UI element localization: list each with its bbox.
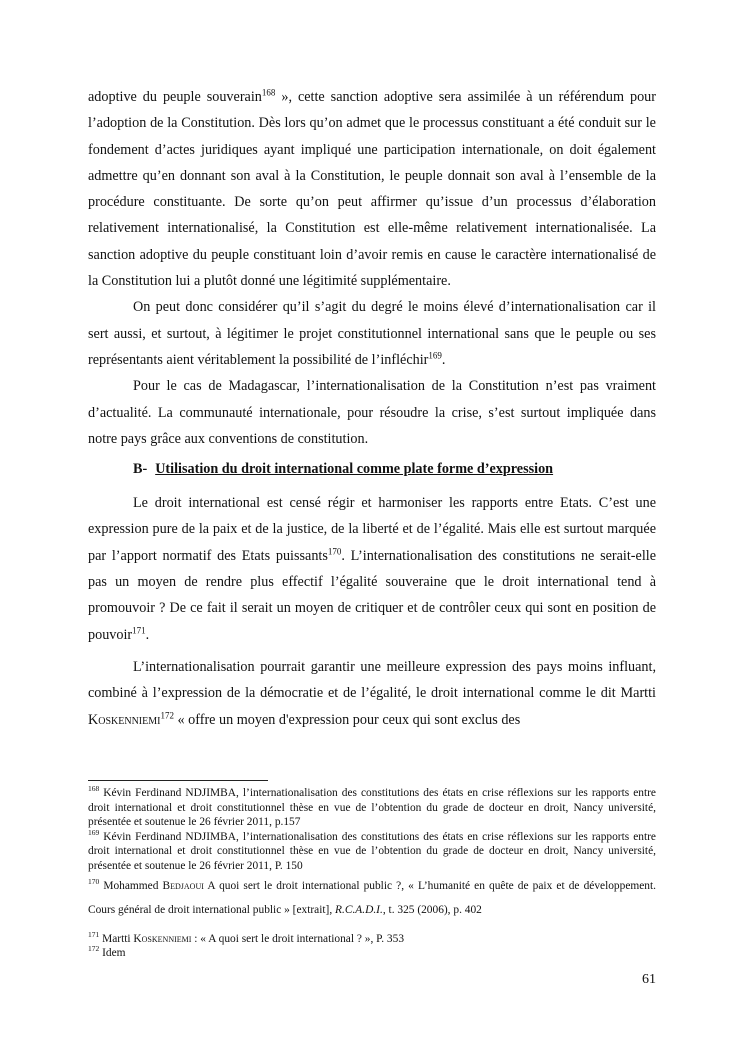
footnote-169: $^{169}$ Kévin Ferdinand NDJIMBA, l’internationalisation des constitutions des états en crise réflexions sur les rapports entre droit international et droit constitutionnel thèse en vue de l’obtention du grade de docteur en droit, Nancy université, présentée et soutenue le 26 février 2011, P. 150 [88, 827, 656, 872]
page-number: 61 [642, 972, 656, 987]
footnote-ref-172[interactable]: 172 [160, 709, 174, 720]
paragraph-2: On peut donc considérer qu’il s’agit du degré le moins élevé d’internationalisation car il sert aussi, et surtout, à légitimer le projet constitutionnel international sans que le peuple ou ses représentants aient véritablement la possibilité de l’infléchir$^{169}$. [88, 299, 656, 368]
footnote-separator [88, 780, 268, 781]
footnote-171: $^{171}$ Martti Koskenniemi : « A quoi sert le droit international ? », P. 353 [88, 929, 405, 945]
author-name: Koskenniemi [88, 711, 161, 728]
footnote-ref-168[interactable]: 168 [261, 87, 276, 98]
paragraph-3: Pour le cas de Madagascar, l’internationalisation de la Constitution n’est pas vraiment d’actualité. La communauté internationale, pour résoudre la crise, s’est surtout impliquée dans notre pays grâce aux conventions de constitution. [88, 378, 656, 447]
footnotes [88, 786, 656, 961]
paragraph-1: adoptive du peuple souverain$^{168}$ », cette sanction adoptive sera assimilée à un référendum pour l’adoption de la Constitution. Dès lors qu’on admet que le processus constituant a été conduit sur le fondement d’actes juridiques ayant impliqué une participation internationale, on doit également admettre qu’en donnant son aval à la Constitution, le peuple donnait son aval à l’ensemble de la procédure constituante. De sorte qu’on peut affirmer qu’issue d’un processus d’élaboration relativement internationalisé, la Constitution est elle-même relativement internationalisée. La sanction adoptive du peuple constituant loin d’avoir remis en cause le caractère internationalisé de la Constitution lui a plutôt donné une légitimité supplémentaire. [88, 87, 657, 290]
footnote-172: $^{172}$ Idem [88, 944, 126, 960]
paragraph-5: L’internationalisation pourrait garantir une meilleure expression des pays moins influant, combiné à l’expression de la démocratie et de l’égalité, le droit international comme le dit Martti Koskenniemi$^{172}$ « offre un moyen d'expression pour ceux qui sont exclus des [88, 658, 656, 728]
footnote-ref-169[interactable]: 169 [428, 350, 442, 361]
section-label: B- [133, 461, 148, 478]
footnote-ref-170[interactable]: 170 [327, 546, 342, 557]
footnote-ref-171[interactable]: 171 [132, 624, 146, 635]
paragraph-4: Le droit international est censé régir et harmoniser les rapports entre Etats. C’est une expression pure de la paix et de la justice, de la liberté et de l’égalité. Mais elle est surtout marquée par l’apport normatif des Etats puissants$^{170}$. L’internationalisation des constitutions ne serait-elle pas un moyen de rendre plus effectif l’égalité souveraine que le droit international tend à promouvoir ? De ce fait il serait un moyen de critiquer et de contrôler ceux qui sont en position de pouvoir$^{171}$. [88, 495, 656, 643]
footnote-168: $^{168}$ Kévin Ferdinand NDJIMBA, l’internationalisation des constitutions des états en crise réflexions sur les rapports entre droit international et droit constitutionnel thèse en vue de l’obtention du grade de docteur en droit, Nancy université, présentée et soutenue le 26 février 2011, p.157 [88, 784, 656, 829]
section-heading [88, 456, 656, 482]
section-title: Utilisation du droit international comme plate forme d’expression [155, 461, 554, 478]
page-body [88, 84, 656, 733]
footnote-170: $^{170}$ Mohammed Bedjaoui A quoi sert le droit international public ?, « L’humanité en quête de paix et de développement. Cours général de droit international public » [extrait], R.C.A.D.I., t. 325 (2006), p. 402 [88, 876, 656, 916]
